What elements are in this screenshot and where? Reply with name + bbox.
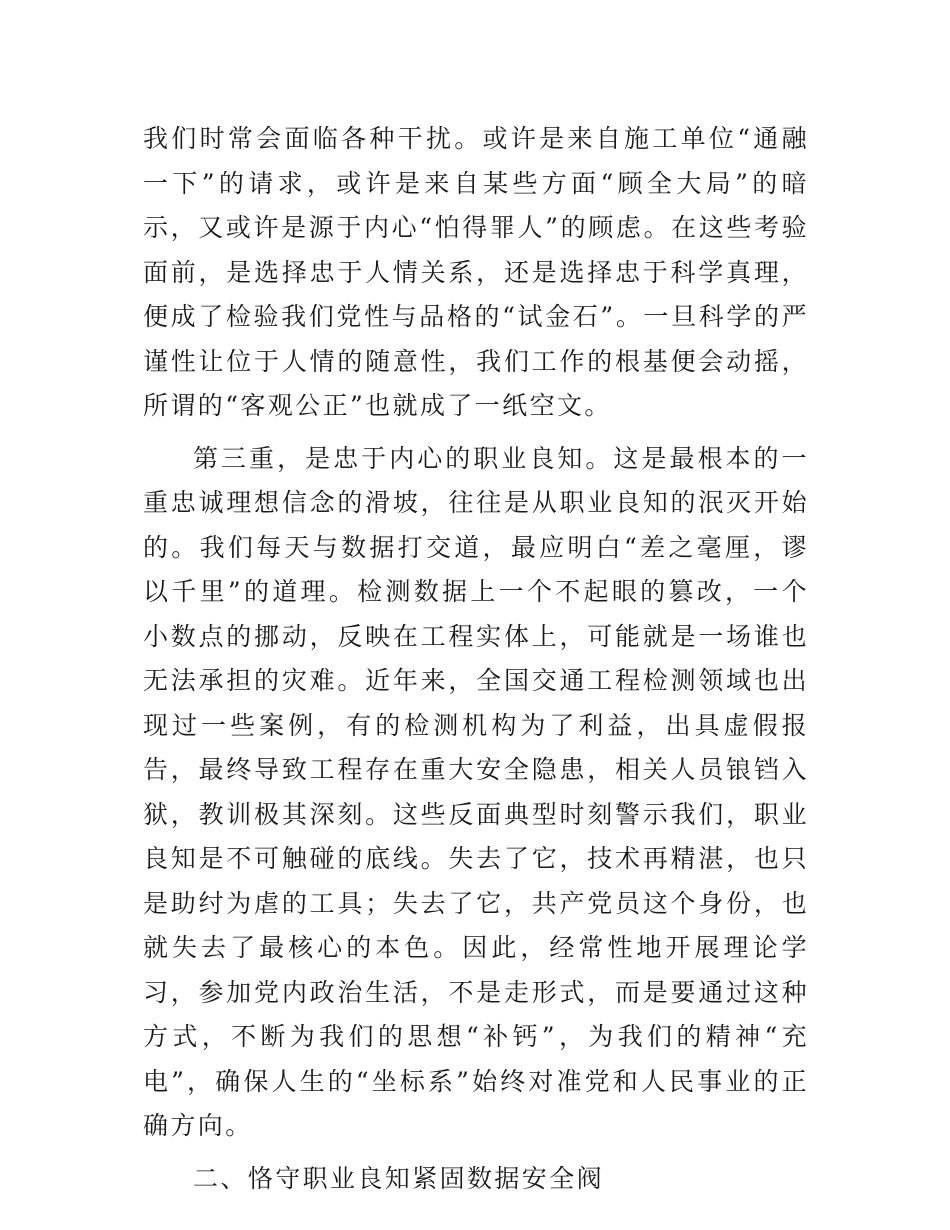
paragraph-gap	[143, 1149, 809, 1157]
document-body	[143, 117, 809, 1201]
paragraph-third-loyalty: 第三重，是忠于内心的职业良知。这是最根本的一重忠诚理想信念的滑坡，往往是从职业良知的泯灭开始的。我们每天与数据打交道，最应明白“差之毫厘，谬以千里”的道理。检测数据上一个不起眼的篡改，一个小数点的挪动，反映在工程实体上，可能就是一场谁也无法承担的灾难。近年来，全国交通工程检测领域也出现过一些案例，有的检测机构为了利益，出具虚假报告，最终导致工程存在重大安全隐患，相关人员锒铛入狱，教训极其深刻。这些反面典型时刻警示我们，职业良知是不可触碰的底线。失去了它，技术再精湛，也只是助纣为虐的工具；失去了它，共产党员这个身份，也就失去了最核心的本色。因此，经常性地开展理论学习，参加党内政治生活，不是走形式，而是要通过这种方式，不断为我们的思想“补钙”，为我们的精神“充电”，确保人生的“坐标系”始终对准党和人民事业的正确方向。	[143, 443, 809, 1140]
paragraph-continuation: 我们时常会面临各种干扰。或许是来自施工单位“通融一下”的请求，或许是来自某些方面“顾全大局”的暗示，又或许是源于内心“怕得罪人”的顾虑。在这些考验面前，是选择忠于人情关系，还是选择忠于科学真理，便成了检验我们党性与品格的“试金石”。一旦科学的严谨性让位于人情的随意性，我们工作的根基便会动摇，所谓的“客观公正”也就成了一纸空文。	[143, 124, 809, 420]
paragraph-gap	[143, 429, 809, 437]
section-heading: 二、恪守职业良知紧固数据安全阀	[193, 1163, 605, 1193]
